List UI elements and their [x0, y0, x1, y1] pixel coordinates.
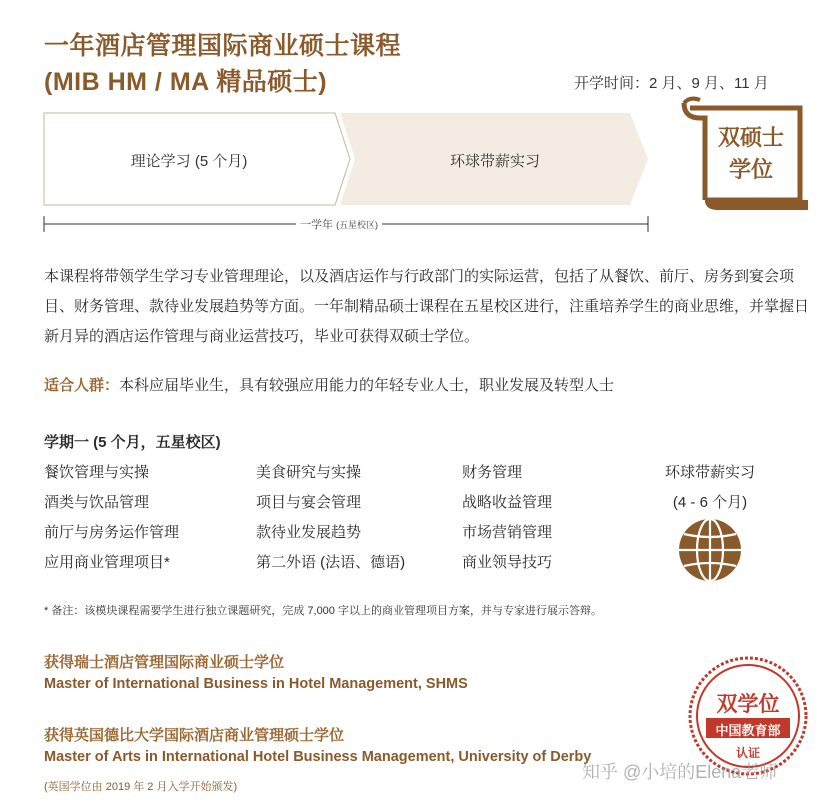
seal-line3: 认证: [735, 746, 760, 760]
stage1-label: 理论学习 (5 个月): [130, 153, 248, 170]
seal-line2: 中国教育部: [715, 723, 781, 738]
globe-icon: [677, 517, 743, 583]
stage2-label: 环球带薪实习: [449, 153, 540, 170]
degree-uk-en: Master of Arts in International Hotel Business Management, University of Derby: [44, 749, 592, 765]
course-item: 酒类与饮品管理: [44, 494, 150, 511]
intake-dates: 开学时间：2 月、9 月、11 月: [574, 75, 769, 92]
intro-paragraph: 本课程将带领学生学习专业管理理论，以及酒店运作与行政部门的实际运营，包括了从餐饮、前厅、房务到宴会项目、财务管理、款待业发展趋势等方面。一年制精品硕士课程在五星校区进行，注重培养学生的商业思维，并掌握日新月异的酒店运作管理与商业运营技巧，毕业可获得双硕士学位。: [44, 268, 810, 345]
scroll-text: [710, 122, 792, 186]
scroll-line2: 学位: [728, 157, 773, 182]
degree-uk-cn: 获得英国德比大学国际酒店商业管理硕士学位: [44, 727, 345, 744]
year-label-sub: (五星校区): [336, 220, 379, 230]
course-item: 应用商业管理项目*: [44, 554, 170, 571]
course-item: 战略收益管理: [462, 494, 553, 511]
year-label-main: 一学年: [300, 219, 333, 231]
footnote: * 备注：该模块课程需要学生进行独立课题研究，完成 7,000 字以上的商业管理项目方案，并与专家进行展示答辩。: [44, 605, 602, 617]
audience-line: [44, 374, 614, 395]
course-item: 美食研究与实操: [256, 464, 362, 481]
audience-text: 本科应届毕业生，具有较强应用能力的年轻专业人士，职业发展及转型人士: [119, 377, 615, 394]
scroll-line1: 双硕士: [717, 125, 784, 150]
semester-title: 学期一 (5 个月，五星校区): [44, 434, 221, 451]
course-item: 第二外语 (法语、德语): [256, 554, 406, 571]
seal-line1: 双学位: [716, 693, 780, 716]
audience-label: 适合人群：: [44, 377, 120, 394]
degree-uk-note: (英国学位由 2019 年 2 月入学开始颁发): [44, 781, 238, 793]
course-item: 项目与宴会管理: [256, 494, 362, 511]
course-item: 餐饮管理与实操: [44, 464, 150, 481]
page-subtitle: (MIB HM / MA 精品硕士): [44, 68, 328, 96]
degree-swiss-cn: 获得瑞士酒店管理国际商业硕士学位: [44, 654, 285, 671]
degree-swiss-en: Master of International Business in Hotel Management, SHMS: [44, 676, 468, 692]
course-item: 款待业发展趋势: [256, 524, 362, 541]
year-label: [296, 216, 382, 232]
internship-duration: (4 - 6 个月): [672, 494, 748, 511]
page-title: 一年酒店管理国际商业硕士课程: [44, 32, 402, 60]
timeline-graphic: [0, 0, 834, 240]
internship-title: 环球带薪实习: [664, 464, 755, 481]
course-item: 商业领导技巧: [462, 554, 553, 571]
course-item: 市场营销管理: [462, 524, 553, 541]
watermark: 知乎 @小培的Elena老师: [582, 762, 778, 782]
course-item: 前厅与房务运作管理: [44, 524, 180, 541]
course-item: 财务管理: [462, 464, 523, 481]
